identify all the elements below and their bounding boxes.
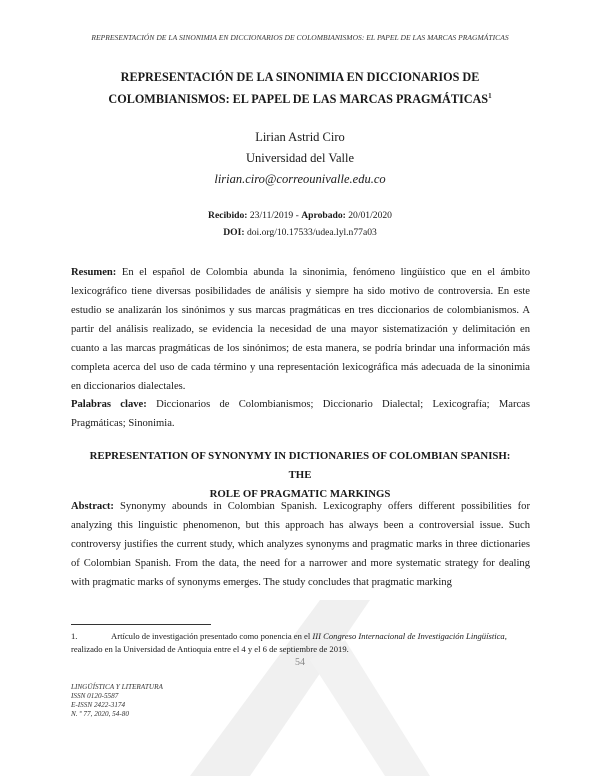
footnote-text-before: Artículo de investigación presentado como ponencia en el — [111, 631, 313, 641]
resumen-paragraph — [71, 263, 530, 396]
received-date: 23/11/2019 — [249, 210, 294, 221]
journal-name: LINGÜÍSTICA Y LITERATURA — [71, 683, 163, 691]
title-line-2 — [90, 88, 510, 110]
watermark-logo — [170, 600, 430, 776]
title-line-2-text: COLOMBIANISMOS: EL PAPEL DE LAS MARCAS PRAGMÁTICAS — [108, 92, 489, 106]
footnote-number: 1. — [71, 631, 78, 641]
doi-line — [0, 227, 600, 238]
keywords-paragraph — [71, 395, 530, 433]
english-title — [80, 447, 520, 504]
author-email[interactable]: lirian.ciro@correounivalle.edu.co — [214, 172, 386, 186]
author-name: Lirian Astrid Ciro — [255, 130, 345, 144]
received-label: Recibido: — [208, 210, 248, 221]
article-title — [90, 66, 510, 110]
footnote-rule — [71, 624, 211, 625]
doi-label: DOI: — [223, 227, 245, 238]
dates-line — [0, 210, 600, 221]
footnote-congress: III Congreso Internacional de Investigación Lingüística — [312, 631, 505, 641]
title-line-1: REPRESENTACIÓN DE LA SINONIMIA EN DICCIONARIOS DE — [120, 70, 480, 84]
approved-date: 20/01/2020 — [348, 210, 392, 221]
english-title-line-1: REPRESENTATION OF SYNONYMY IN DICTIONARIES OF COLOMBIAN SPANISH: THE — [89, 450, 511, 481]
keywords-label: Palabras clave: — [71, 399, 147, 410]
journal-issue: N. º 77, 2020, 54-80 — [71, 710, 129, 718]
running-head: REPRESENTACIÓN DE LA SINONIMIA EN DICCIONARIOS DE COLOMBIANISMOS: EL PAPEL DE LAS MARCAS PRAGMÁTICAS — [91, 33, 509, 42]
english-title-line-2: ROLE OF PRAGMATIC MARKINGS — [209, 488, 391, 500]
abstract-label: Abstract: — [71, 501, 114, 512]
abstract-text: Synonymy abounds in Colombian Spanish. Lexicography offers different possibilities for analyzing this linguistic phenomenon, but this approach has always been a controversial issue. Such controversy justifies the current study, which analyzes synonyms and pragmatic marks in three dictionaries of Colombian Spanish. From the data, the need for a narrower and more systematic strategy for dealing with pragmatic marks of synonyms emerges. The study concludes that pragmatic marking — [71, 501, 530, 588]
journal-info — [71, 683, 163, 719]
date-separator: - — [293, 210, 302, 221]
resumen-label: Resumen: — [71, 267, 117, 278]
journal-issn: ISSN 0120-5587 — [71, 692, 119, 700]
journal-eissn: E-ISSN 2422-3174 — [71, 701, 126, 709]
author-affiliation: Universidad del Valle — [245, 151, 355, 165]
abstract-paragraph — [71, 497, 530, 592]
footnote-text-after: , realizado en la Universidad de Antioquia entre el 4 y el 6 de septiembre de 2019. — [71, 631, 507, 654]
footnote — [71, 630, 530, 656]
doi-link[interactable]: doi.org/10.17533/udea.lyl.n77a03 — [246, 227, 377, 238]
keywords-text: Diccionarios de Colombianismos; Diccionario Dialectal; Lexicografía; Marcas Pragmáticas; Sinonimia. — [71, 399, 531, 429]
approved-label: Aprobado: — [301, 210, 346, 221]
resumen-text: En el español de Colombia abunda la sinonimia, fenómeno lingüístico que en el ámbito lexicográfico tiene diversas posibilidades de análisis y siempre ha sido motivo de controversia. En este estudio se analizarán los sinónimos y sus marcas pragmáticas en tres diccionarios de colombianismos. A partir del análisis realizado, se evidencia la necesidad de una mayor sistematización y delimitación en cuanto a las marcas pragmáticas de los sinónimos; de esta manera, se podría brindar una información más completa acerca del uso de cada término y una representación lexicográfica más adecuada de la sinonimia en diccionarios dialectales. — [71, 267, 530, 392]
page-number: 54 — [295, 657, 305, 668]
title-footnote-mark[interactable]: 1 — [488, 92, 492, 100]
